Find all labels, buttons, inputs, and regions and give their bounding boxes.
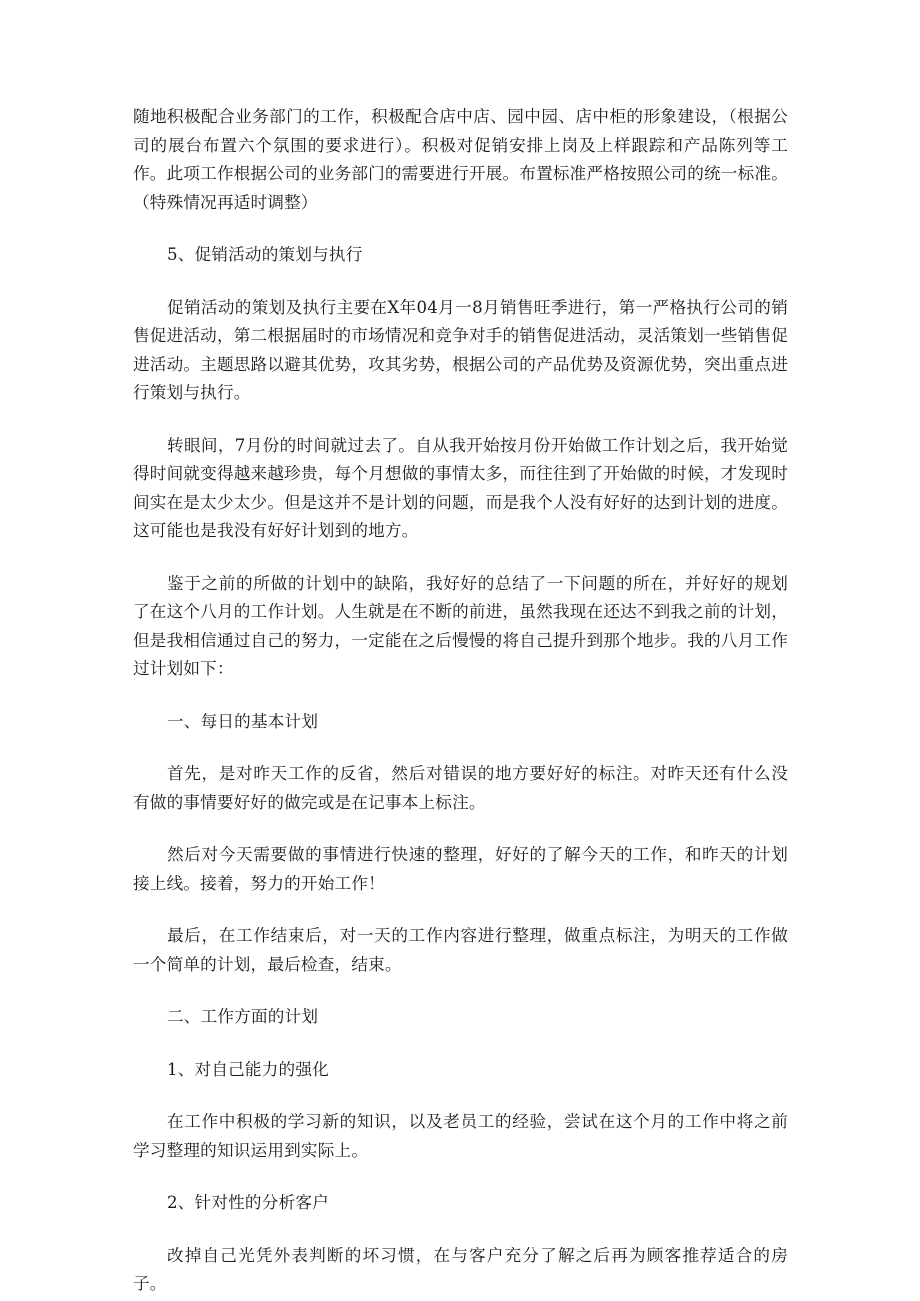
paragraph-ability: 在工作中积极的学习新的知识，以及老员工的经验，尝试在这个月的工作中将之前学习整理的知识运用到实际上。 [133, 1112, 788, 1160]
heading-promotion-planning: 5、促销活动的策划与执行 [167, 245, 363, 264]
paragraph-daily-then: 然后对今天需要做的事情进行快速的整理，好好的了解今天的工作，和昨天的计划接上线。接着，努力的开始工作！ [133, 845, 788, 893]
paragraph-customer-analysis: 改掉自己光凭外表判断的坏习惯，在与客户充分了解之后再为顾客推荐适合的房子。 [133, 1245, 788, 1293]
paragraph-august-intro: 鉴于之前的所做的计划中的缺陷，我好好的总结了一下问题的所在，并好好的规划了在这个八月的工作计划。人生就是在不断的前进，虽然我现在还达不到我之前的计划，但是我相信通过自己的努力，一定能在之后慢慢的将自己提升到那个地步。我的八月工作过计划如下： [133, 573, 788, 678]
paragraph-july-review: 转眼间，7月份的时间就过去了。自从我开始按月份开始做工作计划之后，我开始觉得时间就变得越来越珍贵，每个月想做的事情太多，而往往到了开始做的时候，才发现时间实在是太少太少。但是这并不是计划的问题，而是我个人没有好好的达到计划的进度。这可能也是我没有好好计划到的地方。 [133, 435, 788, 540]
heading-ability: 1、对自己能力的强化 [167, 1059, 329, 1079]
heading-daily-plan: 一、每日的基本计划 [167, 711, 319, 731]
paragraph-promotion-execution: 促销活动的策划及执行主要在X年04月一8月销售旺季进行，第一严格执行公司的销售促进活动，第二根据届时的市场情况和竞争对手的销售促进活动，灵活策划一些销售促进活动。主题思路以避其优势，攻其劣势，根据公司的产品优势及资源优势，突出重点进行策划与执行。 [133, 297, 788, 402]
heading-work-plan: 二、工作方面的计划 [167, 1007, 319, 1026]
paragraph-daily-last: 最后，在工作结束后，对一天的工作内容进行整理，做重点标注，为明天的工作做一个简单的计划，最后检查，结束。 [133, 926, 788, 974]
heading-customer-analysis: 2、针对性的分析客户 [167, 1193, 329, 1212]
paragraph-display-setup: 随地积极配合业务部门的工作，积极配合店中店、园中园、店中柜的形象建设，（根据公司的展台布置六个氛围的要求进行）。积极对促销安排上岗及上样跟踪和产品陈列等工作。此项工作根据公司的业务部门的需要进行开展。布置标准严格按照公司的统一标准。（特殊情况再适时调整） [133, 107, 788, 212]
document-page [133, 103, 788, 1299]
paragraph-daily-first: 首先，是对昨天工作的反省，然后对错误的地方要好好的标注。对昨天还有什么没有做的事情要好好的做完或是在记事本上标注。 [133, 764, 788, 812]
